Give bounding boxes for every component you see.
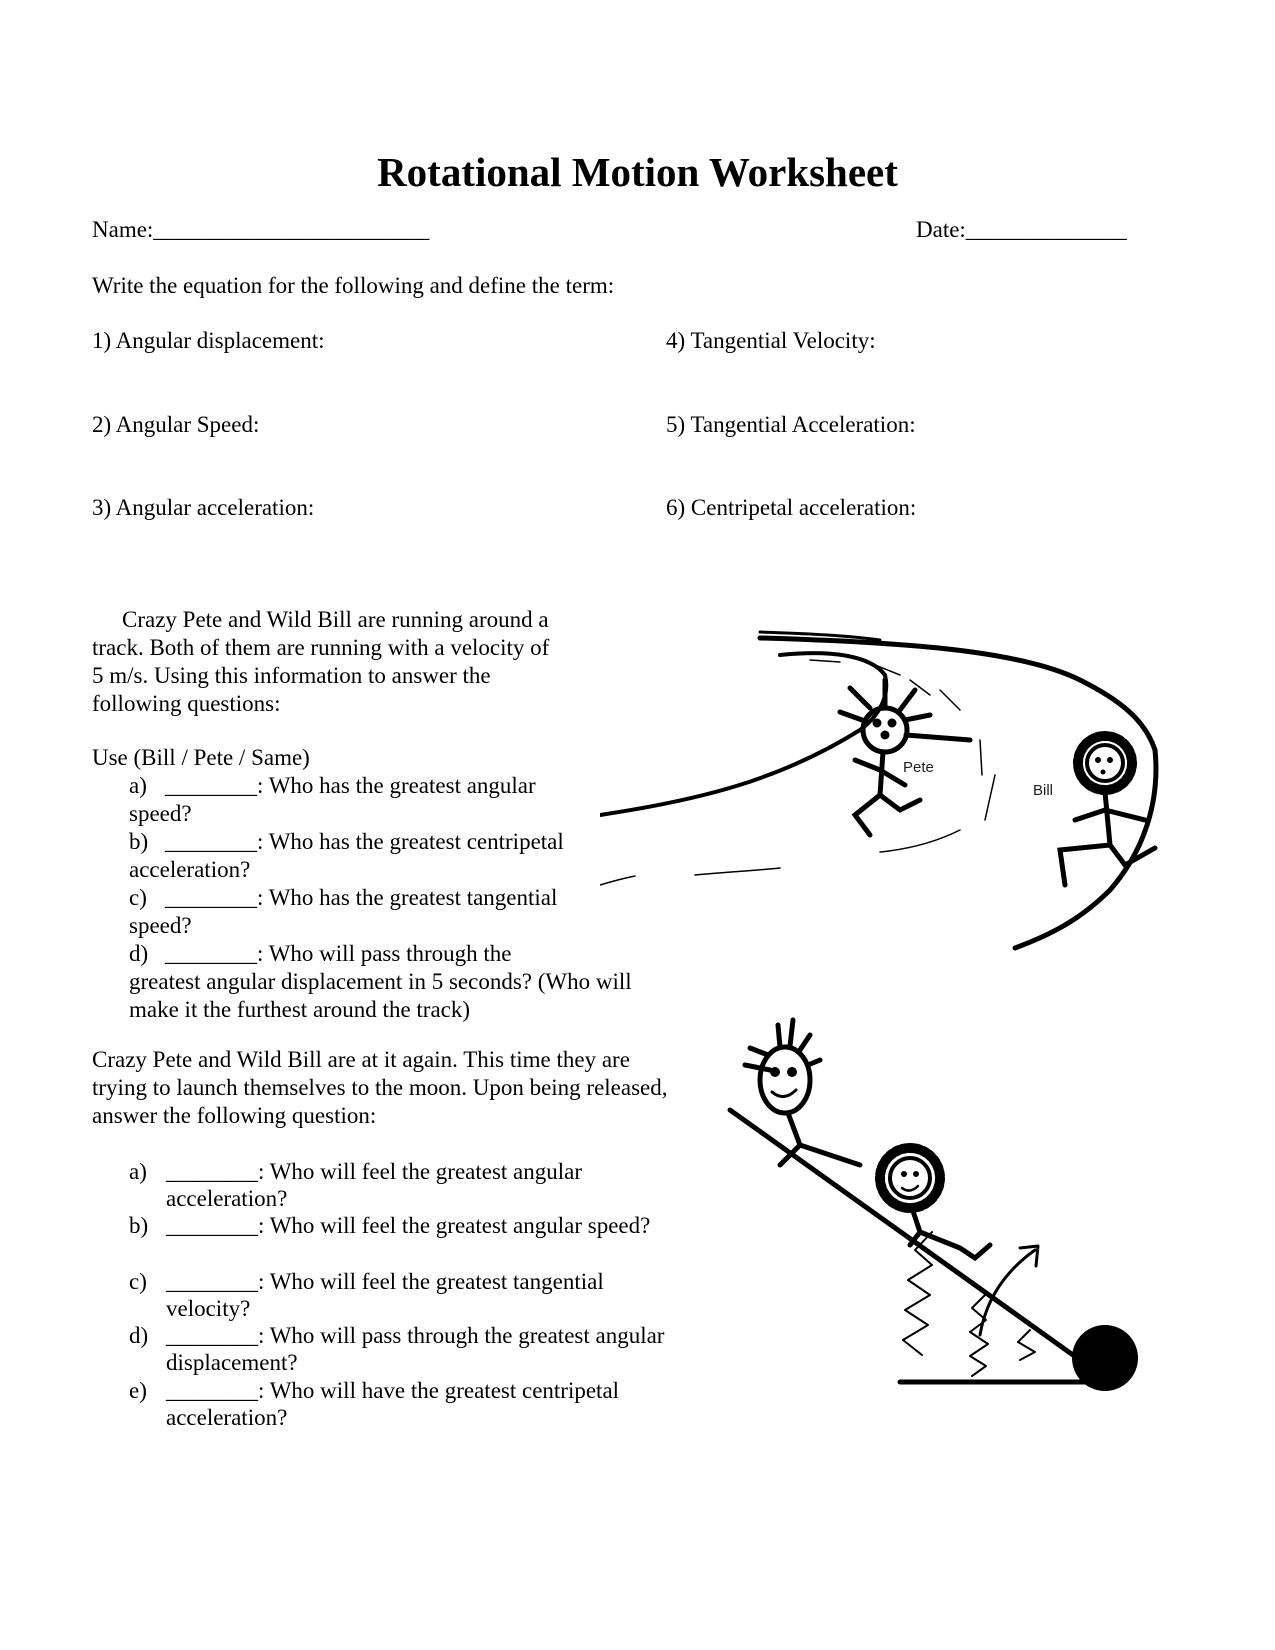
- track-q-d-line2: greatest angular displacement in 5 seconds? (Who will: [129, 969, 632, 994]
- page-title: Rotational Motion Worksheet: [377, 149, 898, 195]
- seesaw-intro-line-1: Crazy Pete and Wild Bill are at it again. This time they are: [92, 1047, 630, 1072]
- term-tangential-velocity: 4) Tangential Velocity:: [666, 328, 876, 353]
- track-intro-line-4: following questions:: [92, 691, 281, 716]
- seesaw-intro-line-3: answer the following question:: [92, 1103, 377, 1128]
- pete-launch-figure: [745, 1020, 860, 1165]
- pivot-ball: [1072, 1325, 1138, 1391]
- term-angular-acceleration: 3) Angular acceleration:: [92, 495, 315, 520]
- bill-label: Bill: [1033, 782, 1054, 799]
- seesaw-q-a-line2: acceleration?: [166, 1186, 288, 1211]
- track-intro-line-1: Crazy Pete and Wild Bill are running around a: [122, 607, 549, 632]
- track-q-d-letter: d): [129, 941, 149, 966]
- track-q-c-line2: speed?: [129, 913, 192, 938]
- name-field[interactable]: Name:________________________: [92, 217, 430, 242]
- seesaw-q-b-line1[interactable]: ________: Who will feel the greatest angular speed?: [166, 1213, 651, 1238]
- seesaw-q-d-line2: displacement?: [166, 1350, 298, 1375]
- bill-figure: [1060, 736, 1155, 885]
- seesaw-q-c-line2: velocity?: [166, 1296, 251, 1321]
- seesaw-q-d-line1[interactable]: ________: Who will pass through the greatest angular: [166, 1323, 665, 1348]
- track-q-a-letter: a): [129, 773, 147, 798]
- track-q-a-line2: speed?: [129, 801, 192, 826]
- seesaw-drawing: [720, 1010, 1150, 1430]
- seesaw-q-c-line1[interactable]: ________: Who will feel the greatest tangential: [166, 1269, 604, 1294]
- track-q-b-letter: b): [129, 829, 149, 854]
- track-q-c-letter: c): [129, 885, 147, 910]
- track-q-b-line2: acceleration?: [129, 857, 251, 882]
- term-angular-speed: 2) Angular Speed:: [92, 412, 260, 437]
- term-angular-displacement: 1) Angular displacement:: [92, 328, 325, 353]
- seesaw-q-d-letter: d): [129, 1323, 149, 1348]
- seesaw-q-e-letter: e): [129, 1378, 147, 1403]
- seesaw-q-c-letter: c): [129, 1269, 147, 1294]
- use-label: Use (Bill / Pete / Same): [92, 745, 310, 770]
- track-intro-line-3: 5 m/s. Using this information to answer the: [92, 663, 491, 688]
- seesaw-q-e-line2: acceleration?: [166, 1405, 288, 1430]
- seesaw-q-e-line1[interactable]: ________: Who will have the greatest centripetal: [166, 1378, 620, 1403]
- date-field[interactable]: Date:______________: [916, 217, 1127, 242]
- pete-figure: [840, 680, 970, 835]
- instructions: Write the equation for the following and define the term:: [92, 273, 615, 298]
- seesaw-intro-line-2: trying to launch themselves to the moon. Upon being released,: [92, 1075, 668, 1100]
- seesaw-q-a-line1[interactable]: ________: Who will feel the greatest angular: [166, 1159, 583, 1184]
- track-inner-line: [600, 653, 886, 815]
- pete-label: Pete: [903, 759, 934, 776]
- track-drawing: [600, 620, 1200, 980]
- track-q-c-line1[interactable]: ________: Who has the greatest tangential: [165, 885, 558, 910]
- bill-launch-figure: [880, 1148, 990, 1258]
- track-q-b-line1[interactable]: ________: Who has the greatest centripetal: [165, 829, 564, 854]
- seesaw-q-a-letter: a): [129, 1159, 147, 1184]
- seesaw-q-b-letter: b): [129, 1213, 149, 1238]
- track-q-d-line1[interactable]: ________: Who will pass through the: [165, 941, 512, 966]
- term-centripetal-acceleration: 6) Centripetal acceleration:: [666, 495, 917, 520]
- track-intro-line-2: track. Both of them are running with a velocity of: [92, 635, 550, 660]
- track-q-d-line3: make it the furthest around the track): [129, 997, 471, 1022]
- track-q-a-line1[interactable]: ________: Who has the greatest angular: [165, 773, 536, 798]
- term-tangential-acceleration: 5) Tangential Acceleration:: [666, 412, 916, 437]
